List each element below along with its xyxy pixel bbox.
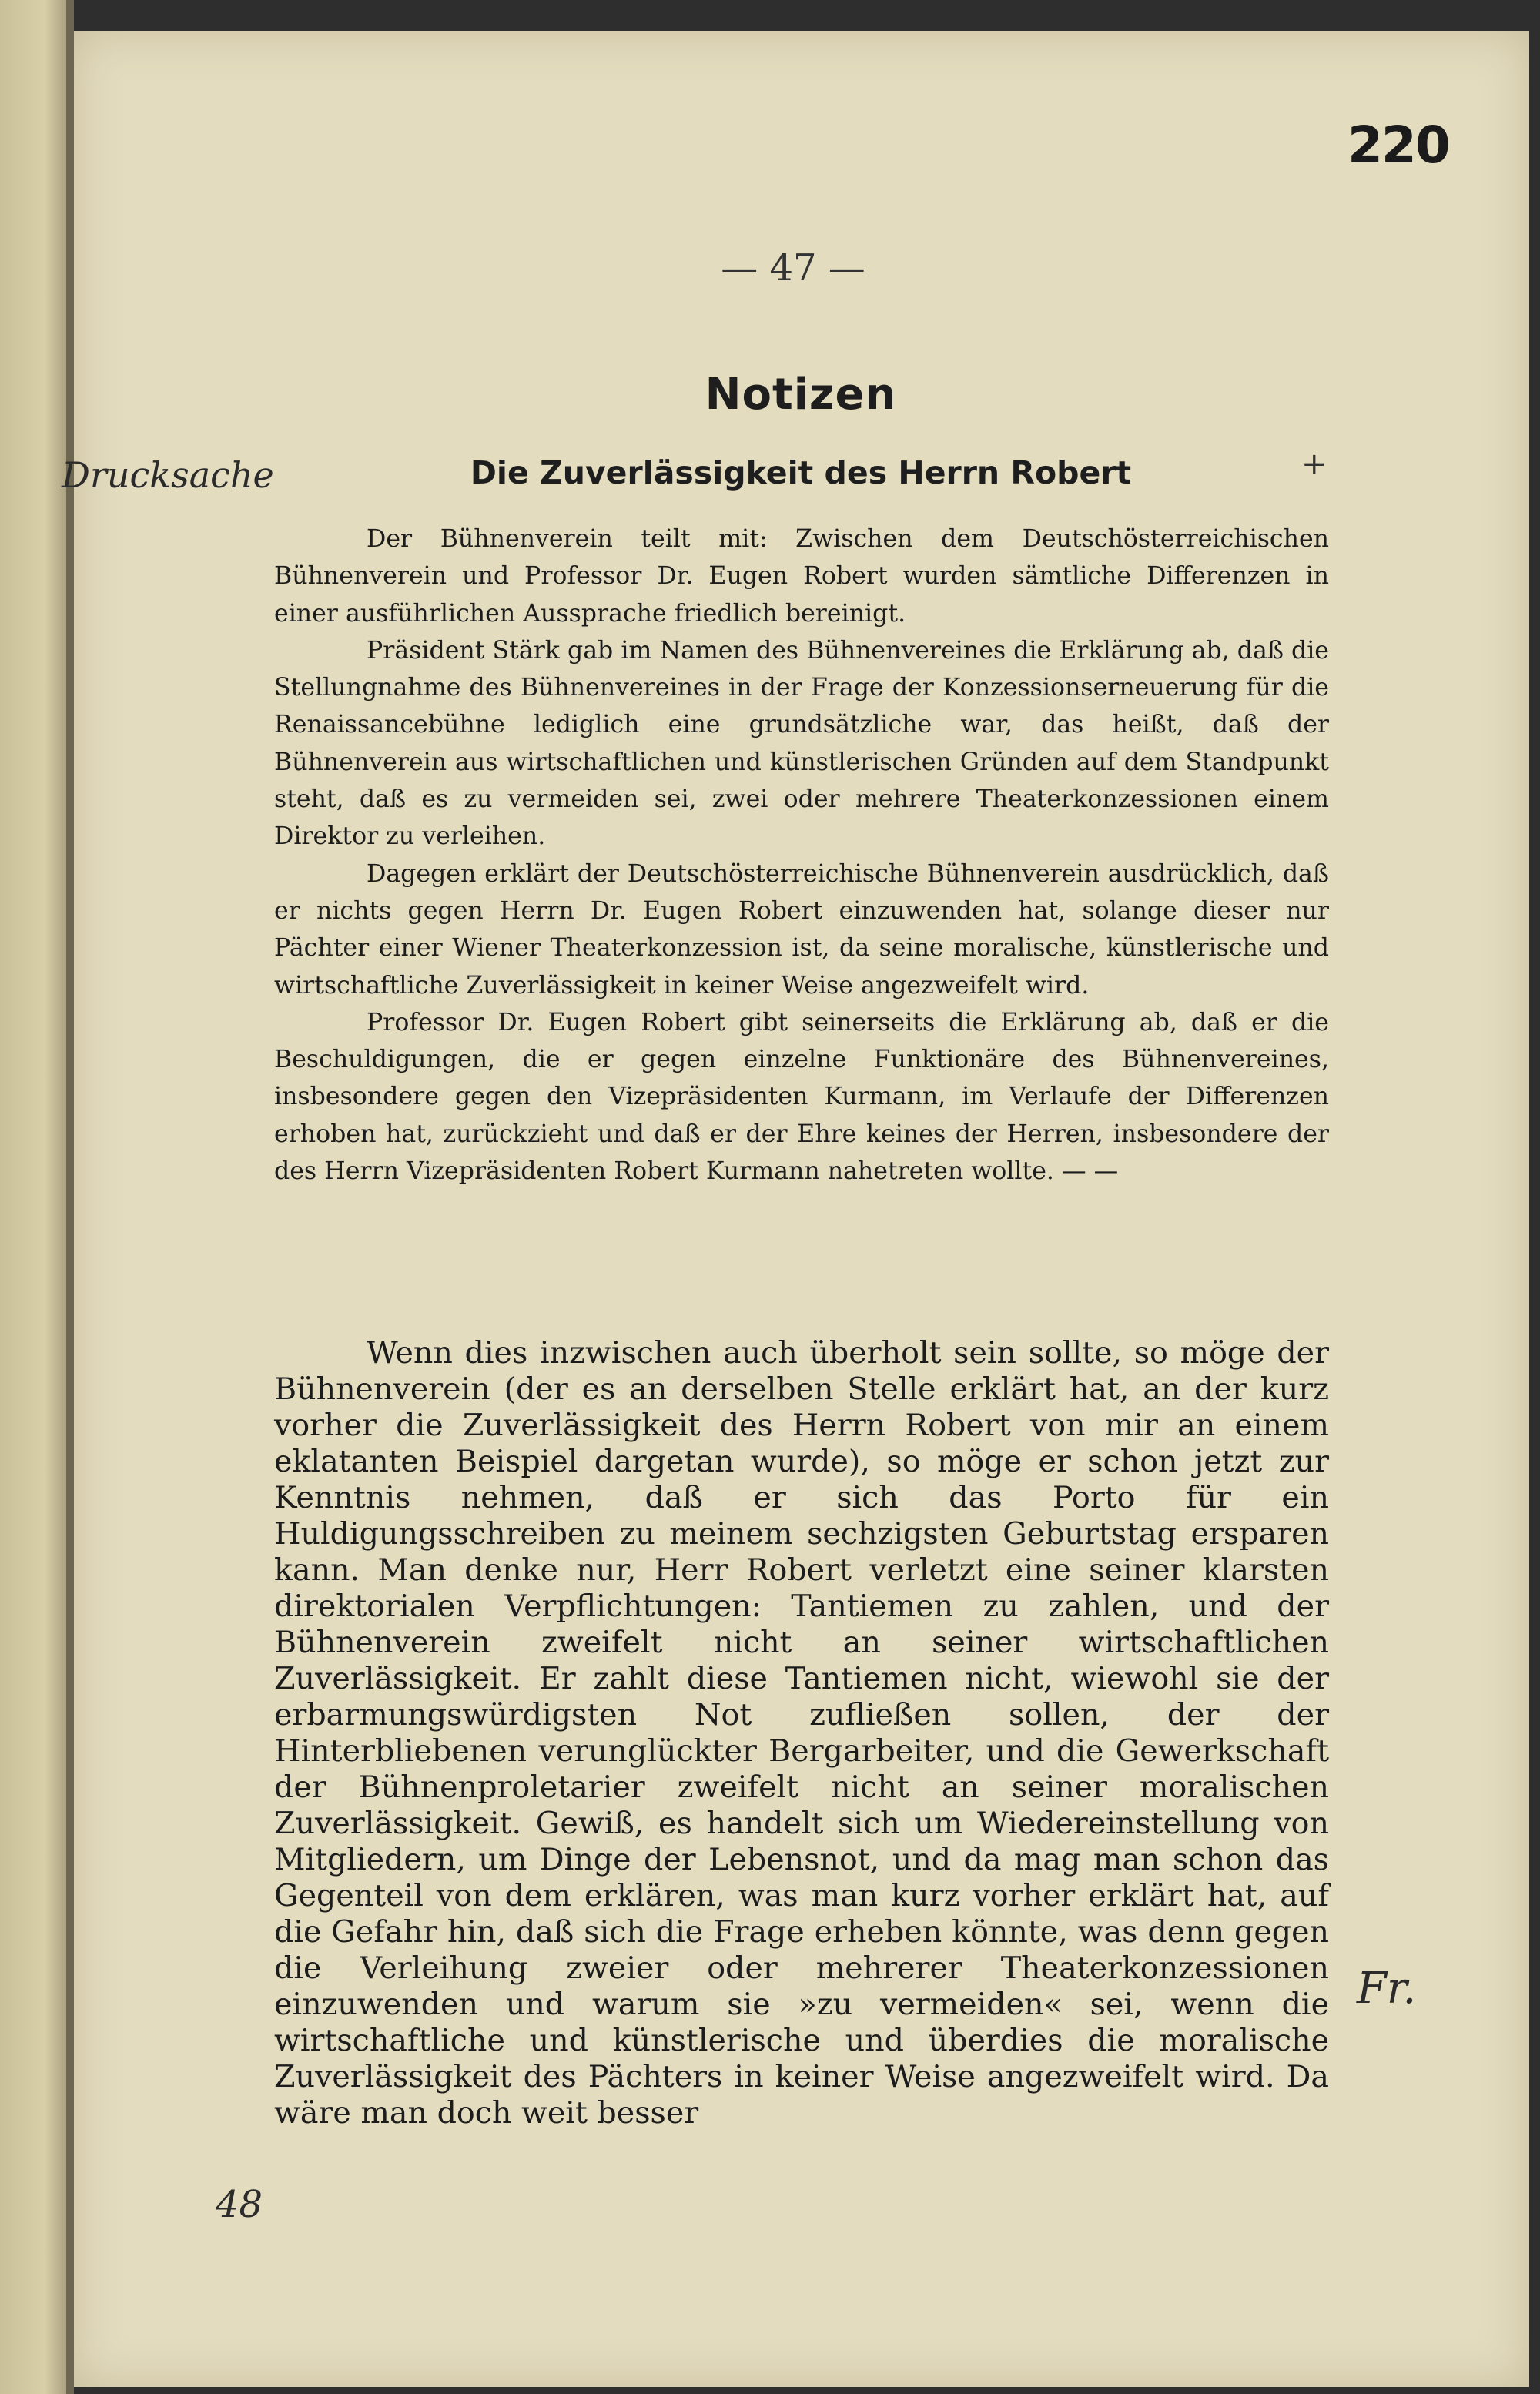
paragraph: Professor Dr. Eugen Robert gibt seinerseits die Erklärung ab, daß er die Beschuldigungen, die er gegen einzelne Funktionäre des Bühnenvereines, insbesondere gegen den Vizepräsidenten Kurmann, im Verlaufe der Differenzen erhoben hat, zurückzieht und daß er der Ehre keines der Herren, insbesondere der des Herrn Vizepräsidenten Robert Kurmann nahetreten wollte. — — <box>274 1008 1329 1186</box>
margin-note-bottom: 48 <box>216 2183 263 2226</box>
page-number: — 47 — <box>721 246 865 290</box>
spine-edge <box>66 0 74 2394</box>
section-title: Notizen <box>705 370 897 420</box>
book-spine <box>0 0 74 2394</box>
paragraph: Der Bühnenverein teilt mit: Zwischen dem Deutschösterreichischen Bühnenverein und Professor Dr. Eugen Robert wurden sämtliche Differenzen in einer ausführlichen Aussprache friedlich bereinigt. <box>274 525 1329 628</box>
plus-mark: + <box>1301 447 1327 482</box>
paragraph: Präsident Stärk gab im Namen des Bühnenvereines die Erklärung ab, daß die Stellungnahme des Bühnenvereines in der Frage der Konzessionserneuerung für die Renaissancebühne lediglich eine grundsätzliche war, das heißt, daß der Bühnenverein aus wirtschaftlichen und künstlerischen Gründen auf dem Standpunkt steht, daß es zu vermeiden sei, zwei oder mehrere Theaterkonzessionen einem Direktor zu verleihen. <box>274 636 1329 851</box>
commentary-block <box>274 1335 1329 2131</box>
margin-note-right: Fr. <box>1357 1964 1417 2014</box>
folio-number: 220 <box>1348 116 1449 175</box>
margin-note-left: Drucksache <box>62 454 274 496</box>
notice-block <box>274 521 1329 1190</box>
article-title: Die Zuverlässigkeit des Herrn Robert <box>470 454 1132 491</box>
paragraph: Dagegen erklärt der Deutschösterreichische Bühnenverein ausdrücklich, daß er nichts gegen Herrn Dr. Eugen Robert einzuwenden hat, solange dieser nur Pächter einer Wiener Theaterkonzession ist, da seine moralische, künstlerische und wirtschaftliche Zuverlässigkeit in keiner Weise angezweifelt wird. <box>274 859 1329 999</box>
paragraph: Wenn dies inzwischen auch überholt sein sollte, so möge der Bühnenverein (der es an derselben Stelle erklärt hat, an der kurz vorher die Zuverlässigkeit des Herrn Robert von mir an einem eklatanten Beispiel dargetan wurde), so möge er schon jetzt zur Kenntnis nehmen, daß er sich das Porto für ein Huldigungsschreiben zu meinem sechzigsten Geburtstag ersparen kann. Man denke nur, Herr Robert verletzt eine seiner klarsten direktorialen Verpflichtungen: Tantiemen zu zahlen, und der Bühnenverein zweifelt nicht an seiner wirtschaftlichen Zuverlässigkeit. Er zahlt diese Tantiemen nicht, wiewohl sie der erbarmungswürdigsten Not zufließen sollen, der der Hinterbliebenen verunglückter Bergarbeiter, und die Gewerkschaft der Bühnenproletarier zweifelt nicht an seiner moralischen Zuverlässigkeit. Gewiß, es handelt sich um Wiedereinstellung von Mitgliedern, um Dinge der Lebensnot, und da mag man schon das Gegenteil von dem erklären, was man kurz vorher erklärt hat, auf die Gefahr hin, daß sich die Frage erheben könnte, was denn gegen die Verleihung zweier oder mehrerer Theaterkonzessionen einzuwenden und warum sie »zu vermeiden« sei, wenn die wirtschaftliche und künstlerische und überdies die moralische Zuverlässigkeit des Pächters in keiner Weise angezweifelt wird. Da wäre man doch weit besser <box>274 1335 1329 2131</box>
